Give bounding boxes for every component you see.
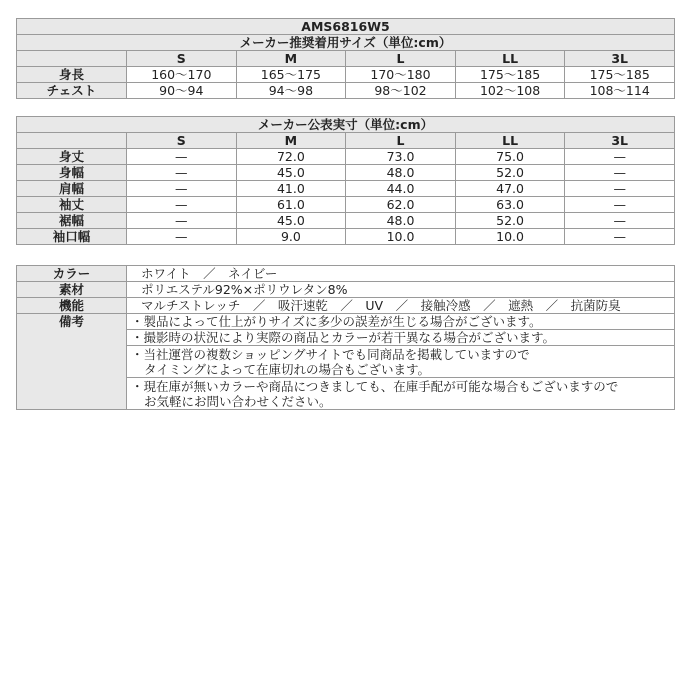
material-value: ポリエステル92%×ポリウレタン8% (127, 282, 675, 298)
note-line: お気軽にお問い合わせください。 (144, 393, 332, 409)
material-label: 素材 (17, 282, 127, 298)
cell-value: — (127, 197, 237, 213)
row-label: 身丈 (17, 149, 127, 165)
row-label: 肩幅 (17, 181, 127, 197)
product-info-table (16, 265, 675, 410)
cell-value: 52.0 (455, 165, 565, 181)
cell-value: 98～102 (346, 83, 456, 99)
table-row (17, 229, 675, 245)
cell-value: 160～170 (127, 67, 237, 83)
row-label: 袖丈 (17, 197, 127, 213)
cell-value: 175～185 (455, 67, 565, 83)
cell-value: 9.0 (236, 229, 346, 245)
note-line: ・現在庫が無いカラーや商品につきましても、在庫手配が可能な場合もございますので (131, 378, 619, 394)
table-row (17, 282, 675, 298)
cell-value: 90～94 (127, 83, 237, 99)
row-label: 身長 (17, 67, 127, 83)
color-value: ホワイト ／ ネイビー (127, 266, 675, 282)
cell-value: — (565, 229, 675, 245)
cell-value: 73.0 (346, 149, 456, 165)
size-header: LL (455, 51, 565, 67)
cell-value: 75.0 (455, 149, 565, 165)
size-header: 3L (565, 133, 675, 149)
cell-value: 47.0 (455, 181, 565, 197)
recommended-title: メーカー推奨着用サイズ（単位:cm） (17, 35, 675, 51)
cell-value: 41.0 (236, 181, 346, 197)
cell-value: 108～114 (565, 83, 675, 99)
cell-value: — (565, 181, 675, 197)
cell-value: 52.0 (455, 213, 565, 229)
cell-value: 63.0 (455, 197, 565, 213)
table-row (17, 213, 675, 229)
function-value: マルチストレッチ ／ 吸汗速乾 ／ UV ／ 接触冷感 ／ 遮熱 ／ 抗菌防臭 (127, 298, 675, 314)
cell-value: 48.0 (346, 165, 456, 181)
notes-label: 備考 (17, 314, 127, 410)
row-label: 裾幅 (17, 213, 127, 229)
table-row (17, 149, 675, 165)
recommended-size-table (16, 18, 675, 99)
product-code: AMS6816W5 (17, 19, 675, 35)
table-row (17, 266, 675, 282)
cell-value: — (565, 149, 675, 165)
cell-value: 44.0 (346, 181, 456, 197)
size-header: L (346, 133, 456, 149)
cell-value: 10.0 (346, 229, 456, 245)
note-item (127, 378, 675, 410)
cell-value: 175～185 (565, 67, 675, 83)
table-row (17, 165, 675, 181)
table-row (17, 181, 675, 197)
cell-value: — (565, 213, 675, 229)
cell-value: 61.0 (236, 197, 346, 213)
size-header: LL (455, 133, 565, 149)
cell-value: — (565, 165, 675, 181)
cell-value: — (127, 181, 237, 197)
corner-cell (17, 133, 127, 149)
table-row (17, 314, 675, 330)
note-item: ・製品によって仕上がりサイズに多少の誤差が生じる場合がございます。 (127, 314, 675, 330)
table-row (17, 197, 675, 213)
row-label: 身幅 (17, 165, 127, 181)
row-label: 袖口幅 (17, 229, 127, 245)
note-line: タイミングによって在庫切れの場合もございます。 (144, 361, 431, 377)
cell-value: — (127, 165, 237, 181)
cell-value: — (127, 229, 237, 245)
cell-value: 165～175 (236, 67, 346, 83)
cell-value: 48.0 (346, 213, 456, 229)
note-item: ・撮影時の状況により実際の商品とカラーが若干異なる場合がございます。 (127, 330, 675, 346)
note-item (127, 346, 675, 378)
table-row (17, 67, 675, 83)
cell-value: 45.0 (236, 165, 346, 181)
size-header: 3L (565, 51, 675, 67)
cell-value: 102～108 (455, 83, 565, 99)
table-row (17, 83, 675, 99)
size-header: L (346, 51, 456, 67)
color-label: カラー (17, 266, 127, 282)
cell-value: — (127, 149, 237, 165)
cell-value: 72.0 (236, 149, 346, 165)
cell-value: — (127, 213, 237, 229)
cell-value: 94～98 (236, 83, 346, 99)
size-header: M (236, 51, 346, 67)
note-line: ・当社運営の複数ショッピングサイトでも同商品を掲載していますので (131, 346, 530, 362)
cell-value: 170～180 (346, 67, 456, 83)
function-label: 機能 (17, 298, 127, 314)
cell-value: — (565, 197, 675, 213)
size-header: S (127, 133, 237, 149)
cell-value: 62.0 (346, 197, 456, 213)
measured-title: メーカー公表実寸（単位:cm） (17, 117, 675, 133)
cell-value: 10.0 (455, 229, 565, 245)
size-header: M (236, 133, 346, 149)
cell-value: 45.0 (236, 213, 346, 229)
table-row (17, 298, 675, 314)
size-header: S (127, 51, 237, 67)
corner-cell (17, 51, 127, 67)
measured-size-table (16, 116, 675, 245)
row-label: チェスト (17, 83, 127, 99)
